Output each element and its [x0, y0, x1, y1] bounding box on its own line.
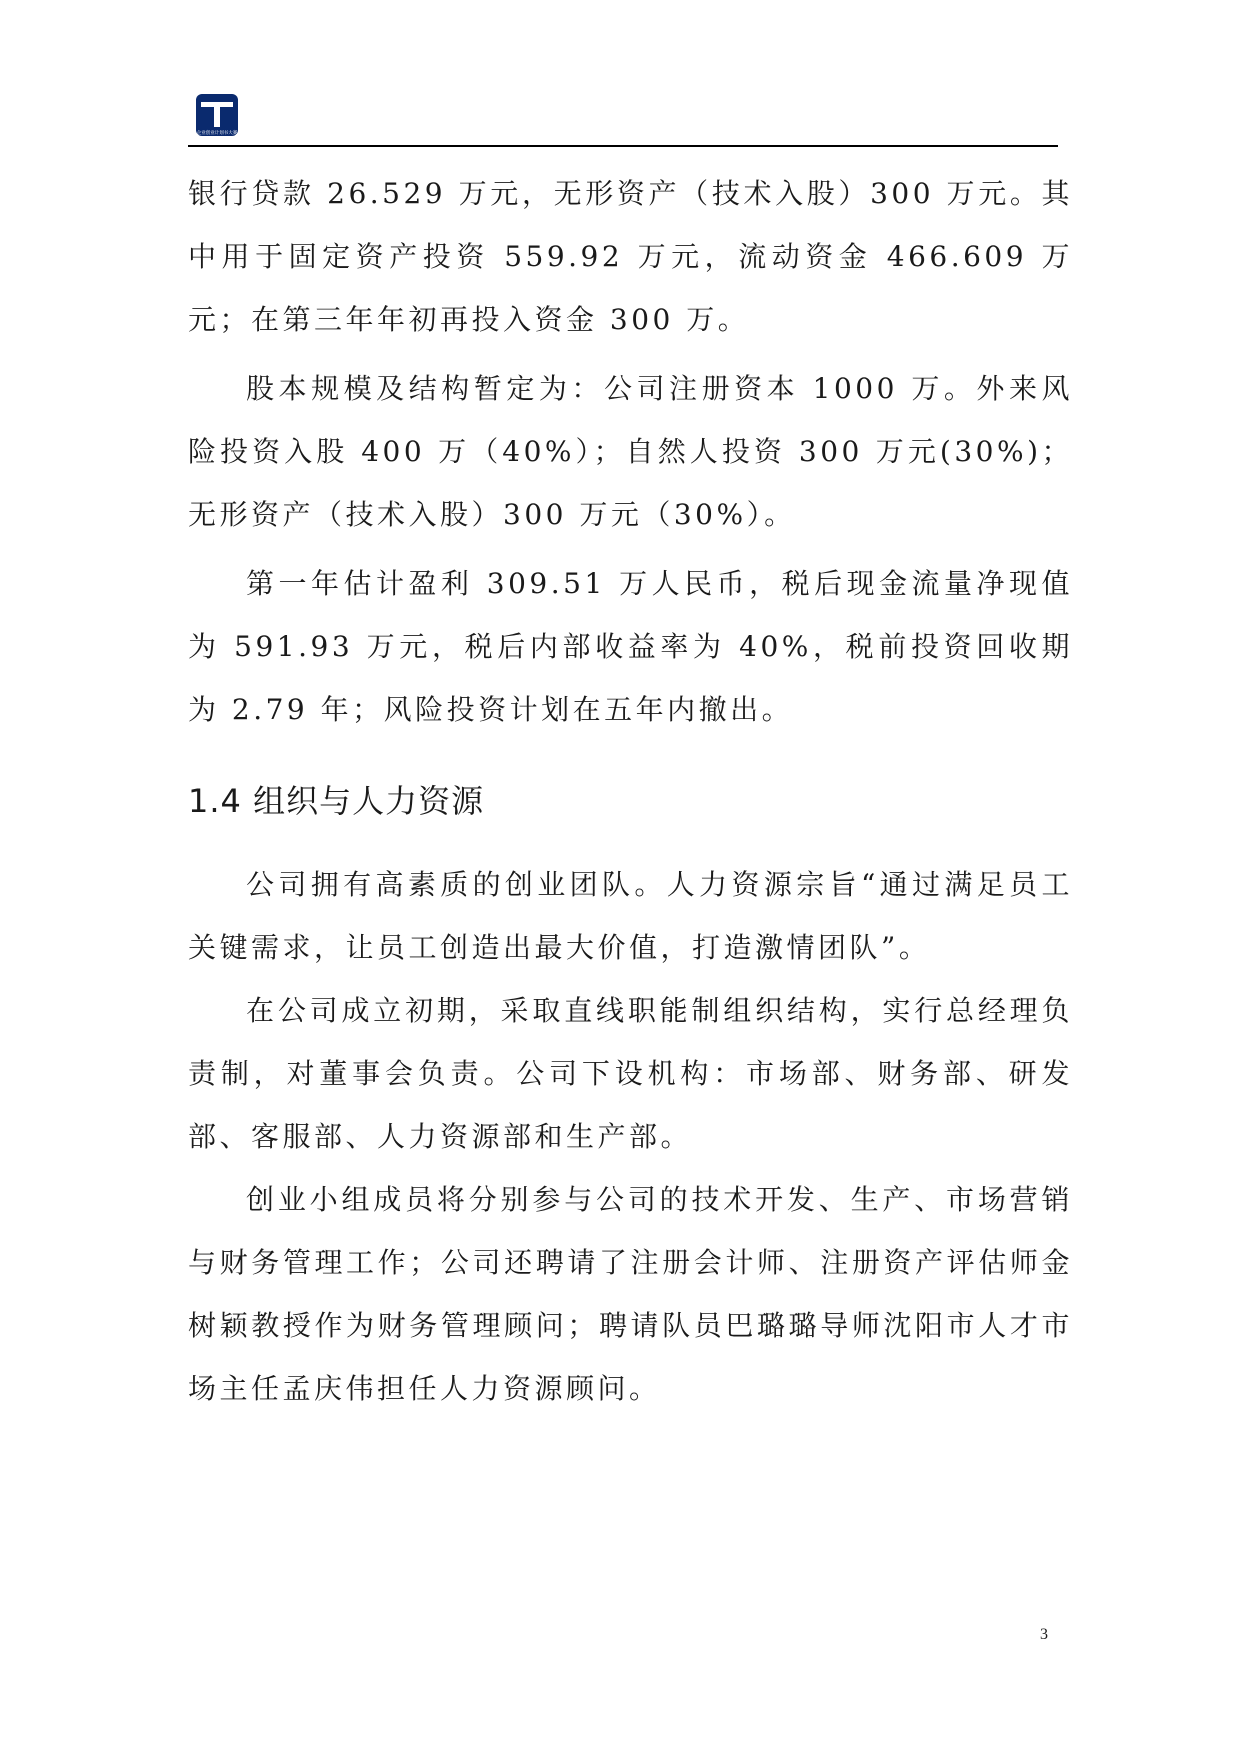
- paragraph-equity-structure: 股本规模及结构暂定为：公司注册资本 1000 万。外来风险投资入股 400 万（40%）；自然人投资 300 万元(30%)；无形资产（技术入股）300 万元（30%）。: [188, 372, 1073, 531]
- paragraph-profit-forecast: 第一年估计盈利 309.51 万人民币，税后现金流量净现值为 591.93 万元，税后内部收益率为 40%，税前投资回收期为 2.79 年；风险投资计划在五年内撤出。: [188, 567, 1073, 726]
- header-rule: [188, 145, 1058, 147]
- company-logo: [196, 94, 238, 136]
- page-number: 3: [1040, 1626, 1048, 1643]
- document-body: [188, 162, 1073, 1420]
- paragraph-funding: 银行贷款 26.529 万元，无形资产（技术入股）300 万元。其中用于固定资产投资 559.92 万元，流动资金 466.609 万元；在第三年年初再投入资金 300 万。: [188, 177, 1073, 336]
- logo-caption: 企业创业计划书大赛: [196, 131, 238, 136]
- section-title: 1.4 组织与人力资源: [188, 782, 485, 820]
- paragraph-org-structure: 在公司成立初期，采取直线职能制组织结构，实行总经理负责制，对董事会负责。公司下设机构：市场部、财务部、研发部、客服部、人力资源部和生产部。: [188, 994, 1073, 1153]
- paragraph-advisors: 创业小组成员将分别参与公司的技术开发、生产、市场营销与财务管理工作；公司还聘请了注册会计师、注册资产评估师金树颖教授作为财务管理顾问；聘请队员巴璐璐导师沈阳市人才市场主任孟庆伟担任人力资源顾问。: [188, 1183, 1073, 1405]
- paragraph-team: 公司拥有高素质的创业团队。人力资源宗旨“通过满足员工关键需求，让员工创造出最大价值，打造激情团队”。: [188, 868, 1073, 964]
